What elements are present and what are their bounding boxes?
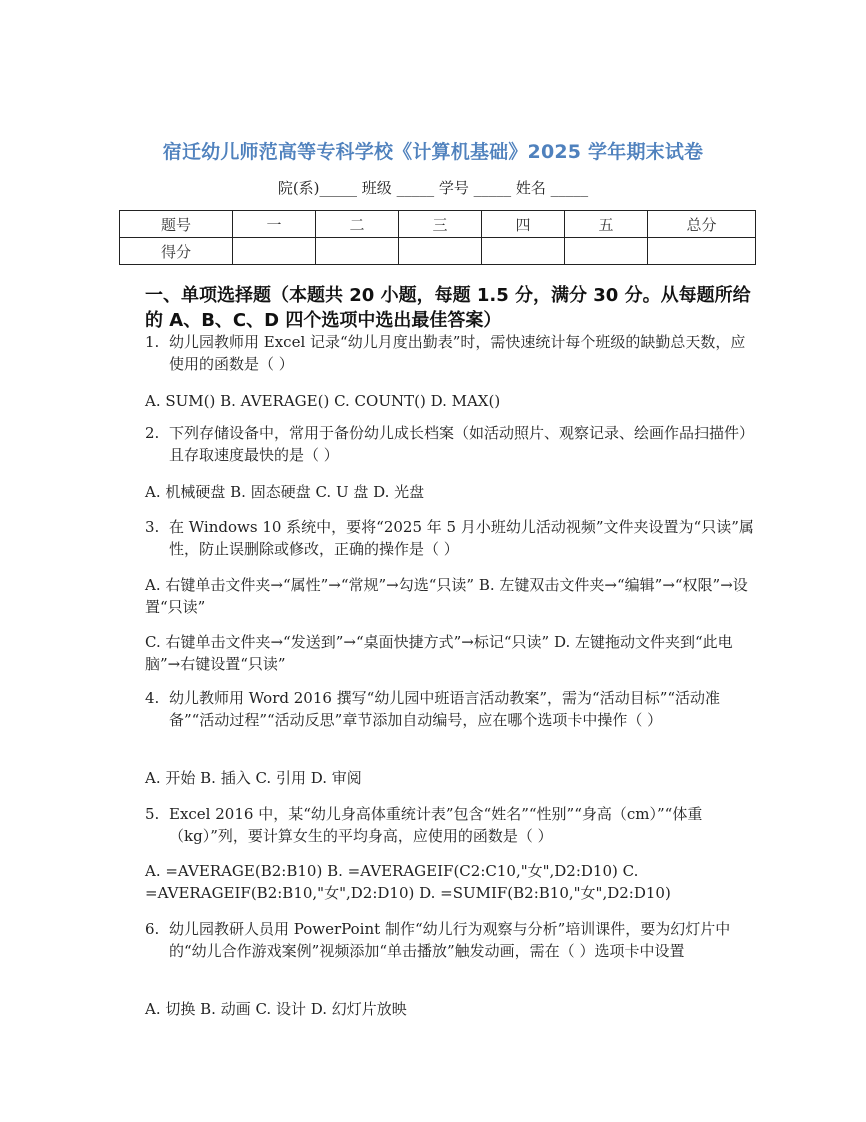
cell-score-5 — [565, 238, 648, 265]
exam-title: 宿迁幼儿师范高等专科学校《计算机基础》2025 学年期末试卷 — [162, 141, 704, 163]
question-4-options: A. 开始 B. 插入 C. 引用 D. 审阅 — [145, 769, 362, 787]
cell-score-total — [648, 238, 756, 265]
question-text: 幼儿园教研人员用 PowerPoint 制作“幼儿行为观察与分析”培训课件，要为幻灯片中的“幼儿合作游戏案例”视频添加“单击播放”触发动画，需在（ ）选项卡中设置 — [169, 920, 731, 960]
cell-section-1: 一 — [233, 211, 316, 238]
question-3-options-cd: C. 右键单击文件夹→“发送到”→“桌面快捷方式”→标记“只读” D. 左键拖动文件夹到“此电脑”→右键设置“只读” — [145, 633, 733, 673]
question-number: 4. — [145, 689, 160, 707]
question-4 — [145, 687, 760, 731]
cell-score-3 — [399, 238, 482, 265]
question-number: 3. — [145, 518, 160, 536]
question-number: 2. — [145, 424, 160, 442]
score-table-score-row — [120, 238, 756, 265]
question-number: 1. — [145, 333, 160, 351]
score-table — [119, 210, 756, 265]
question-text: 在 Windows 10 系统中，要将“2025 年 5 月小班幼儿活动视频”文件夹设置为“只读”属性，防止误删除或修改，正确的操作是（ ） — [169, 518, 754, 558]
question-text: Excel 2016 中，某“幼儿身高体重统计表”包含“姓名”“性别”“身高（cm）”“体重（kg）”列，要计算女生的平均身高，应使用的函数是（ ） — [169, 805, 703, 845]
question-text: 下列存储设备中，常用于备份幼儿成长档案（如活动照片、观察记录、绘画作品扫描件）且存取速度最快的是（ ） — [169, 424, 755, 464]
question-text: 幼儿园教师用 Excel 记录“幼儿月度出勤表”时，需快速统计每个班级的缺勤总天数，应使用的函数是（ ） — [169, 333, 746, 373]
question-3-options-ab: A. 右键单击文件夹→“属性”→“常规”→勾选“只读” B. 左键双击文件夹→“编辑”→“权限”→设置“只读” — [145, 576, 748, 616]
question-number: 5. — [145, 805, 160, 823]
cell-score-2 — [316, 238, 399, 265]
question-3 — [145, 516, 760, 560]
question-6-options: A. 切换 B. 动画 C. 设计 D. 幻灯片放映 — [145, 1000, 407, 1018]
question-number: 6. — [145, 920, 160, 938]
question-1-options: A. SUM() B. AVERAGE() C. COUNT() D. MAX() — [145, 392, 501, 410]
cell-section-2: 二 — [316, 211, 399, 238]
section-1-heading: 一、单项选择题（本题共 20 小题，每题 1.5 分，满分 30 分。从每题所给的 A、B、C、D 四个选项中选出最佳答案） — [145, 285, 751, 331]
question-5 — [145, 803, 760, 847]
cell-score-1 — [233, 238, 316, 265]
question-2-options: A. 机械硬盘 B. 固态硬盘 C. U 盘 D. 光盘 — [145, 483, 425, 501]
question-2 — [145, 422, 760, 466]
cell-score-4 — [482, 238, 565, 265]
score-table-header-row — [120, 211, 756, 238]
cell-total-label: 总分 — [648, 211, 756, 238]
question-text: 幼儿教师用 Word 2016 撰写“幼儿园中班语言活动教案”，需为“活动目标”“活动准备”“活动过程”“活动反思”章节添加自动编号，应在哪个选项卡中操作（ ） — [169, 689, 721, 729]
question-5-options: A. =AVERAGE(B2:B10) B. =AVERAGEIF(C2:C10,"女",D2:D10) C. =AVERAGEIF(B2:B10,"女",D2:D10) D. =SUMIF(B2:B10,"女",D2:D10) — [145, 862, 671, 902]
cell-section-3: 三 — [399, 211, 482, 238]
student-info-line: 院(系)_____ 班级 _____ 学号 _____ 姓名 _____ — [277, 179, 589, 197]
cell-section-5: 五 — [565, 211, 648, 238]
question-1 — [145, 331, 760, 375]
cell-section-4: 四 — [482, 211, 565, 238]
cell-question-number-label: 题号 — [120, 211, 233, 238]
cell-score-label: 得分 — [120, 238, 233, 265]
question-6 — [145, 918, 760, 962]
